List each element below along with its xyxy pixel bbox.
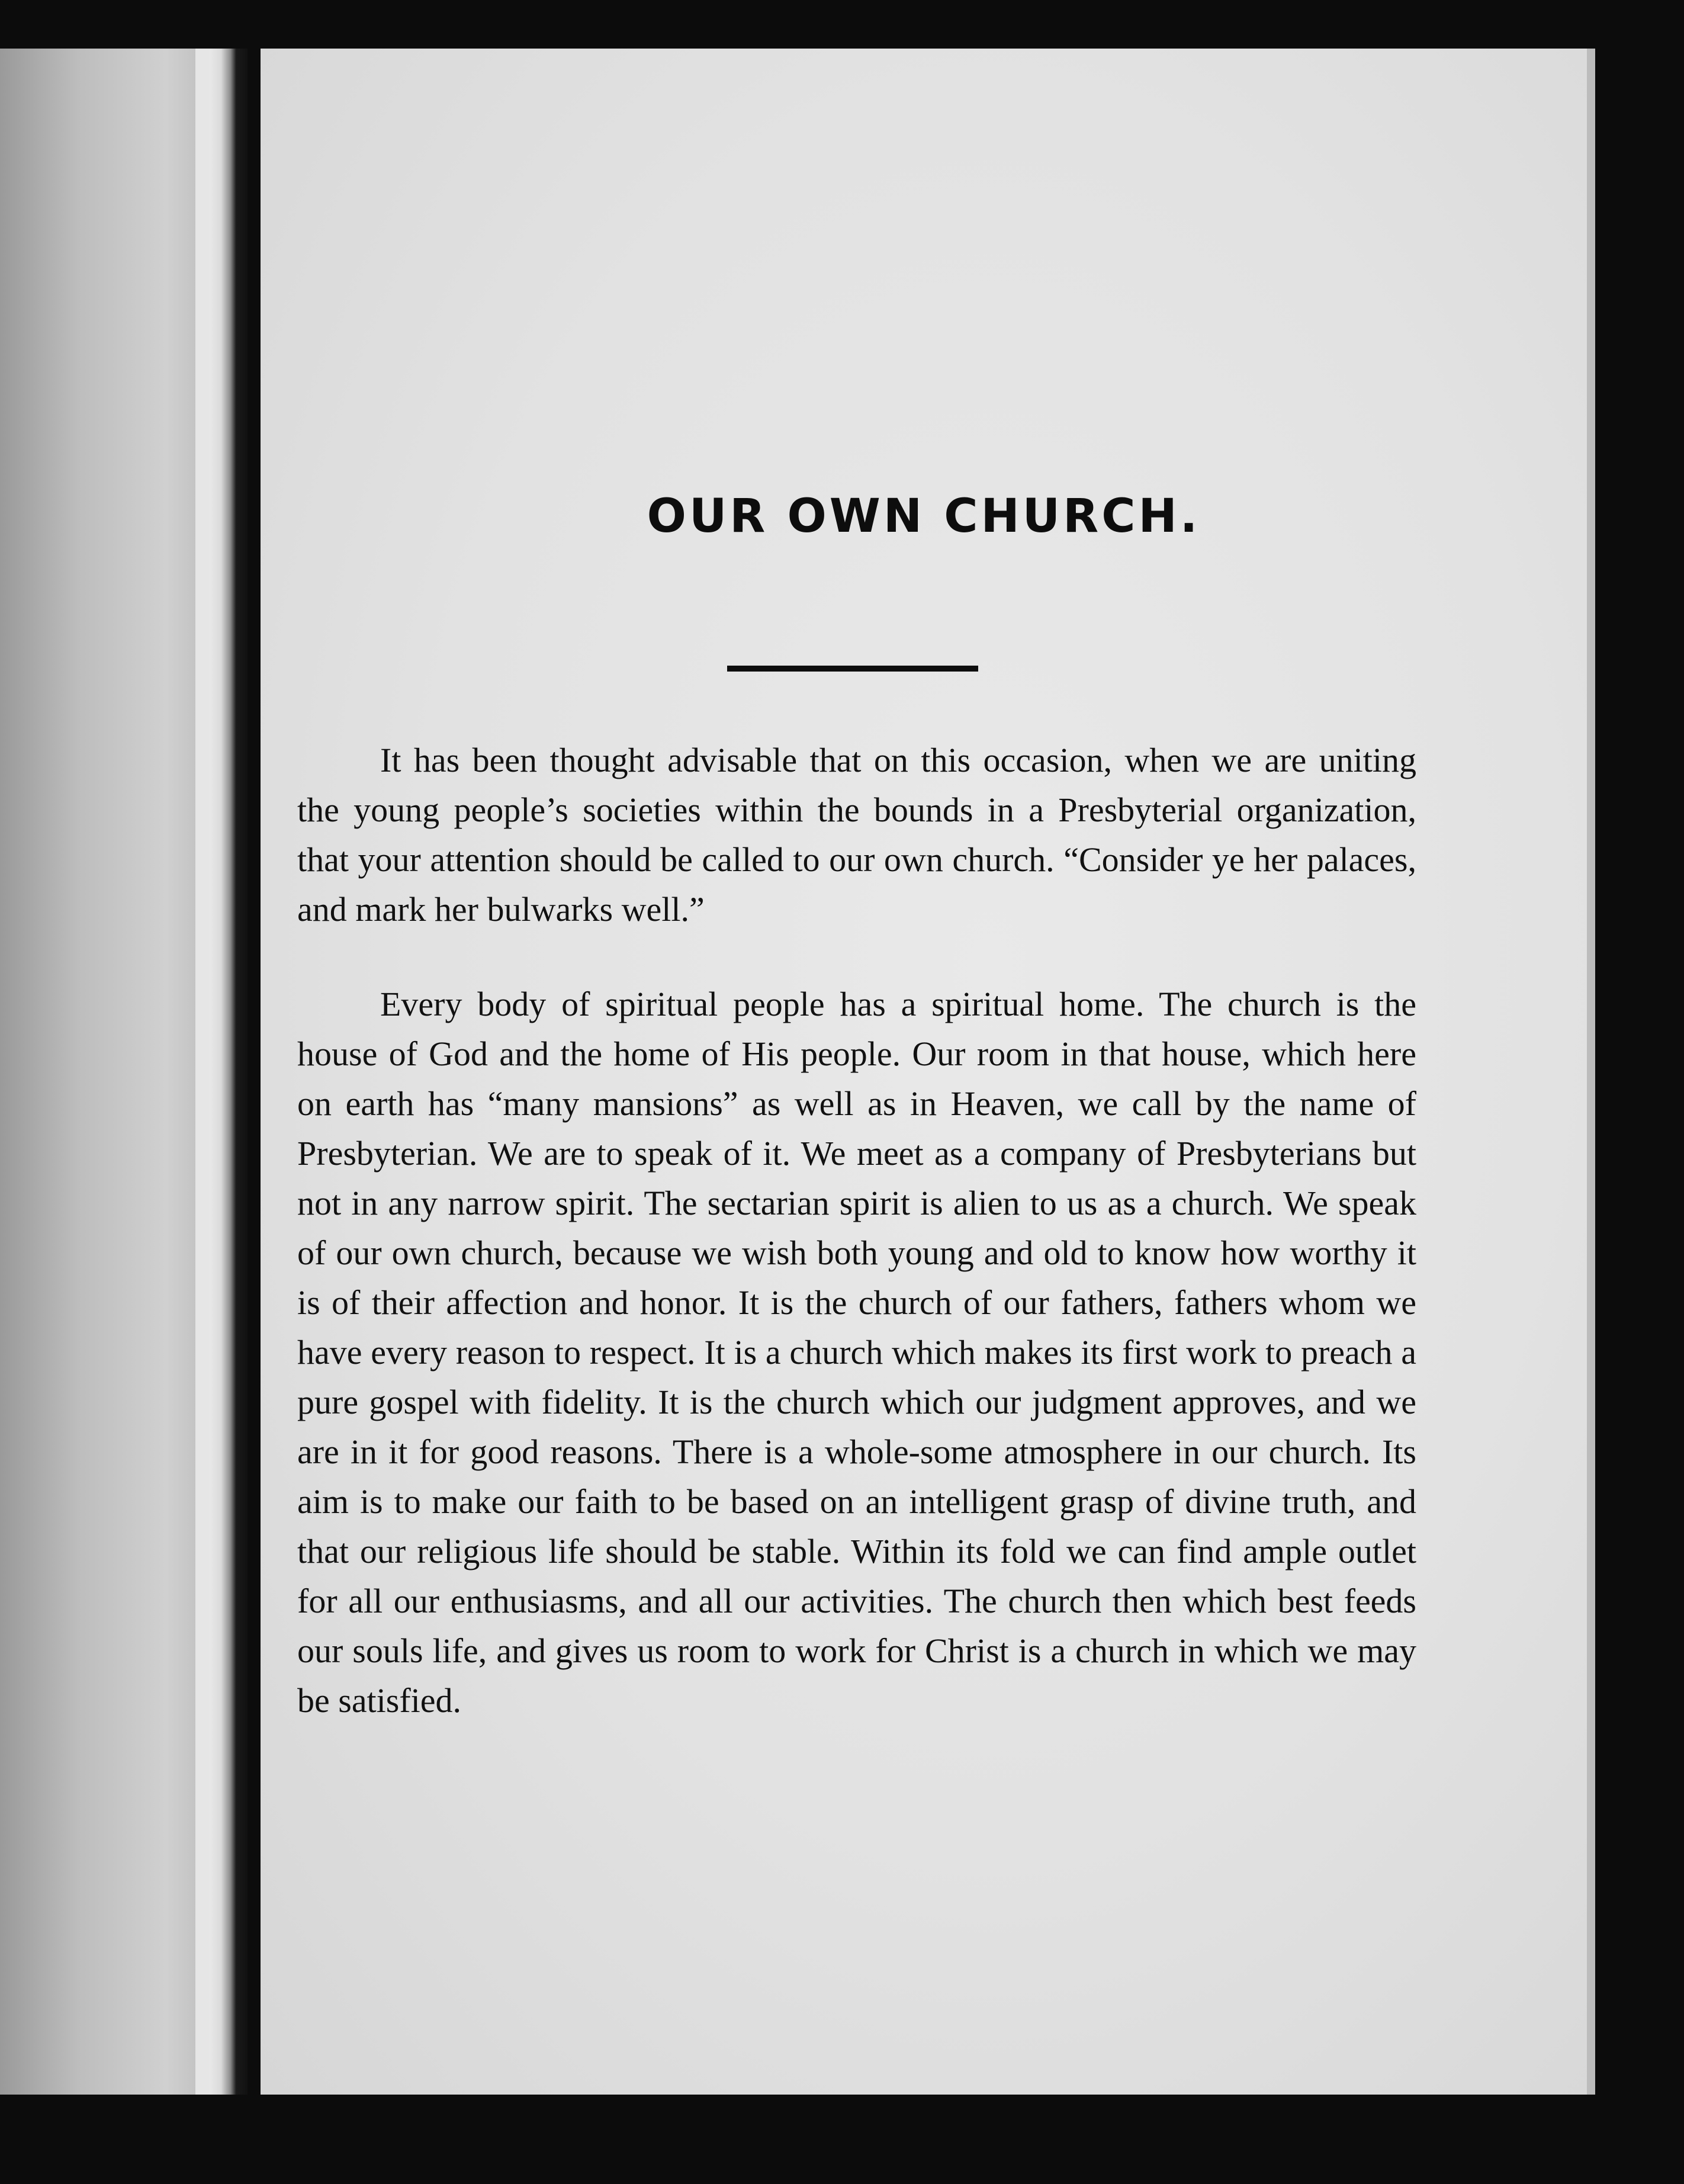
gutter-strip [195,49,210,2095]
facing-page-edge [0,49,195,2095]
page-title: OUR OWN CHURCH. [647,490,1201,543]
book-spine-shadow [210,49,248,2095]
paragraph-2: Every body of spiritual people has a spiritual home. The church is the house of God and the home of His people. Our room in that house, which here on earth has “many mansions” as well as in Heaven, we call by the name of Presbyterian. We are to speak of it. We meet as a company of Presbyterians but not in any narrow spirit. The sectarian spirit is alien to us as a church. We speak of our own church, because we wish both young and old to know how worthy it is of their affection and honor. It is the church of our fathers, fathers whom we have every reason to respect. It is a church which makes its first work to preach a pure gospel with fidelity. It is the church which our judgment approves, and we are in it for good reasons. There is a whole-some atmosphere in our church. Its aim is to make our faith to be based on an intelligent grasp of divine truth, and that our religious life should be stable. Within its fold we can find ample outlet for all our enthusiasms, and all our activities. The church then which best feeds our souls life, and gives us room to work for Christ is a church in which we may be satisfied. [297,985,1416,1720]
body-text [297,736,1416,1726]
paragraph-1: It has been thought advisable that on this occasion, when we are uniting the young people’s societies within the bounds in a Presbyterial organization, that your attention should be called to our own church. “Consider ye her palaces, and mark her bulwarks well.” [297,741,1416,929]
document-page [261,49,1587,2095]
title-underline-rule [727,666,978,672]
page-right-edge [1587,49,1595,2095]
